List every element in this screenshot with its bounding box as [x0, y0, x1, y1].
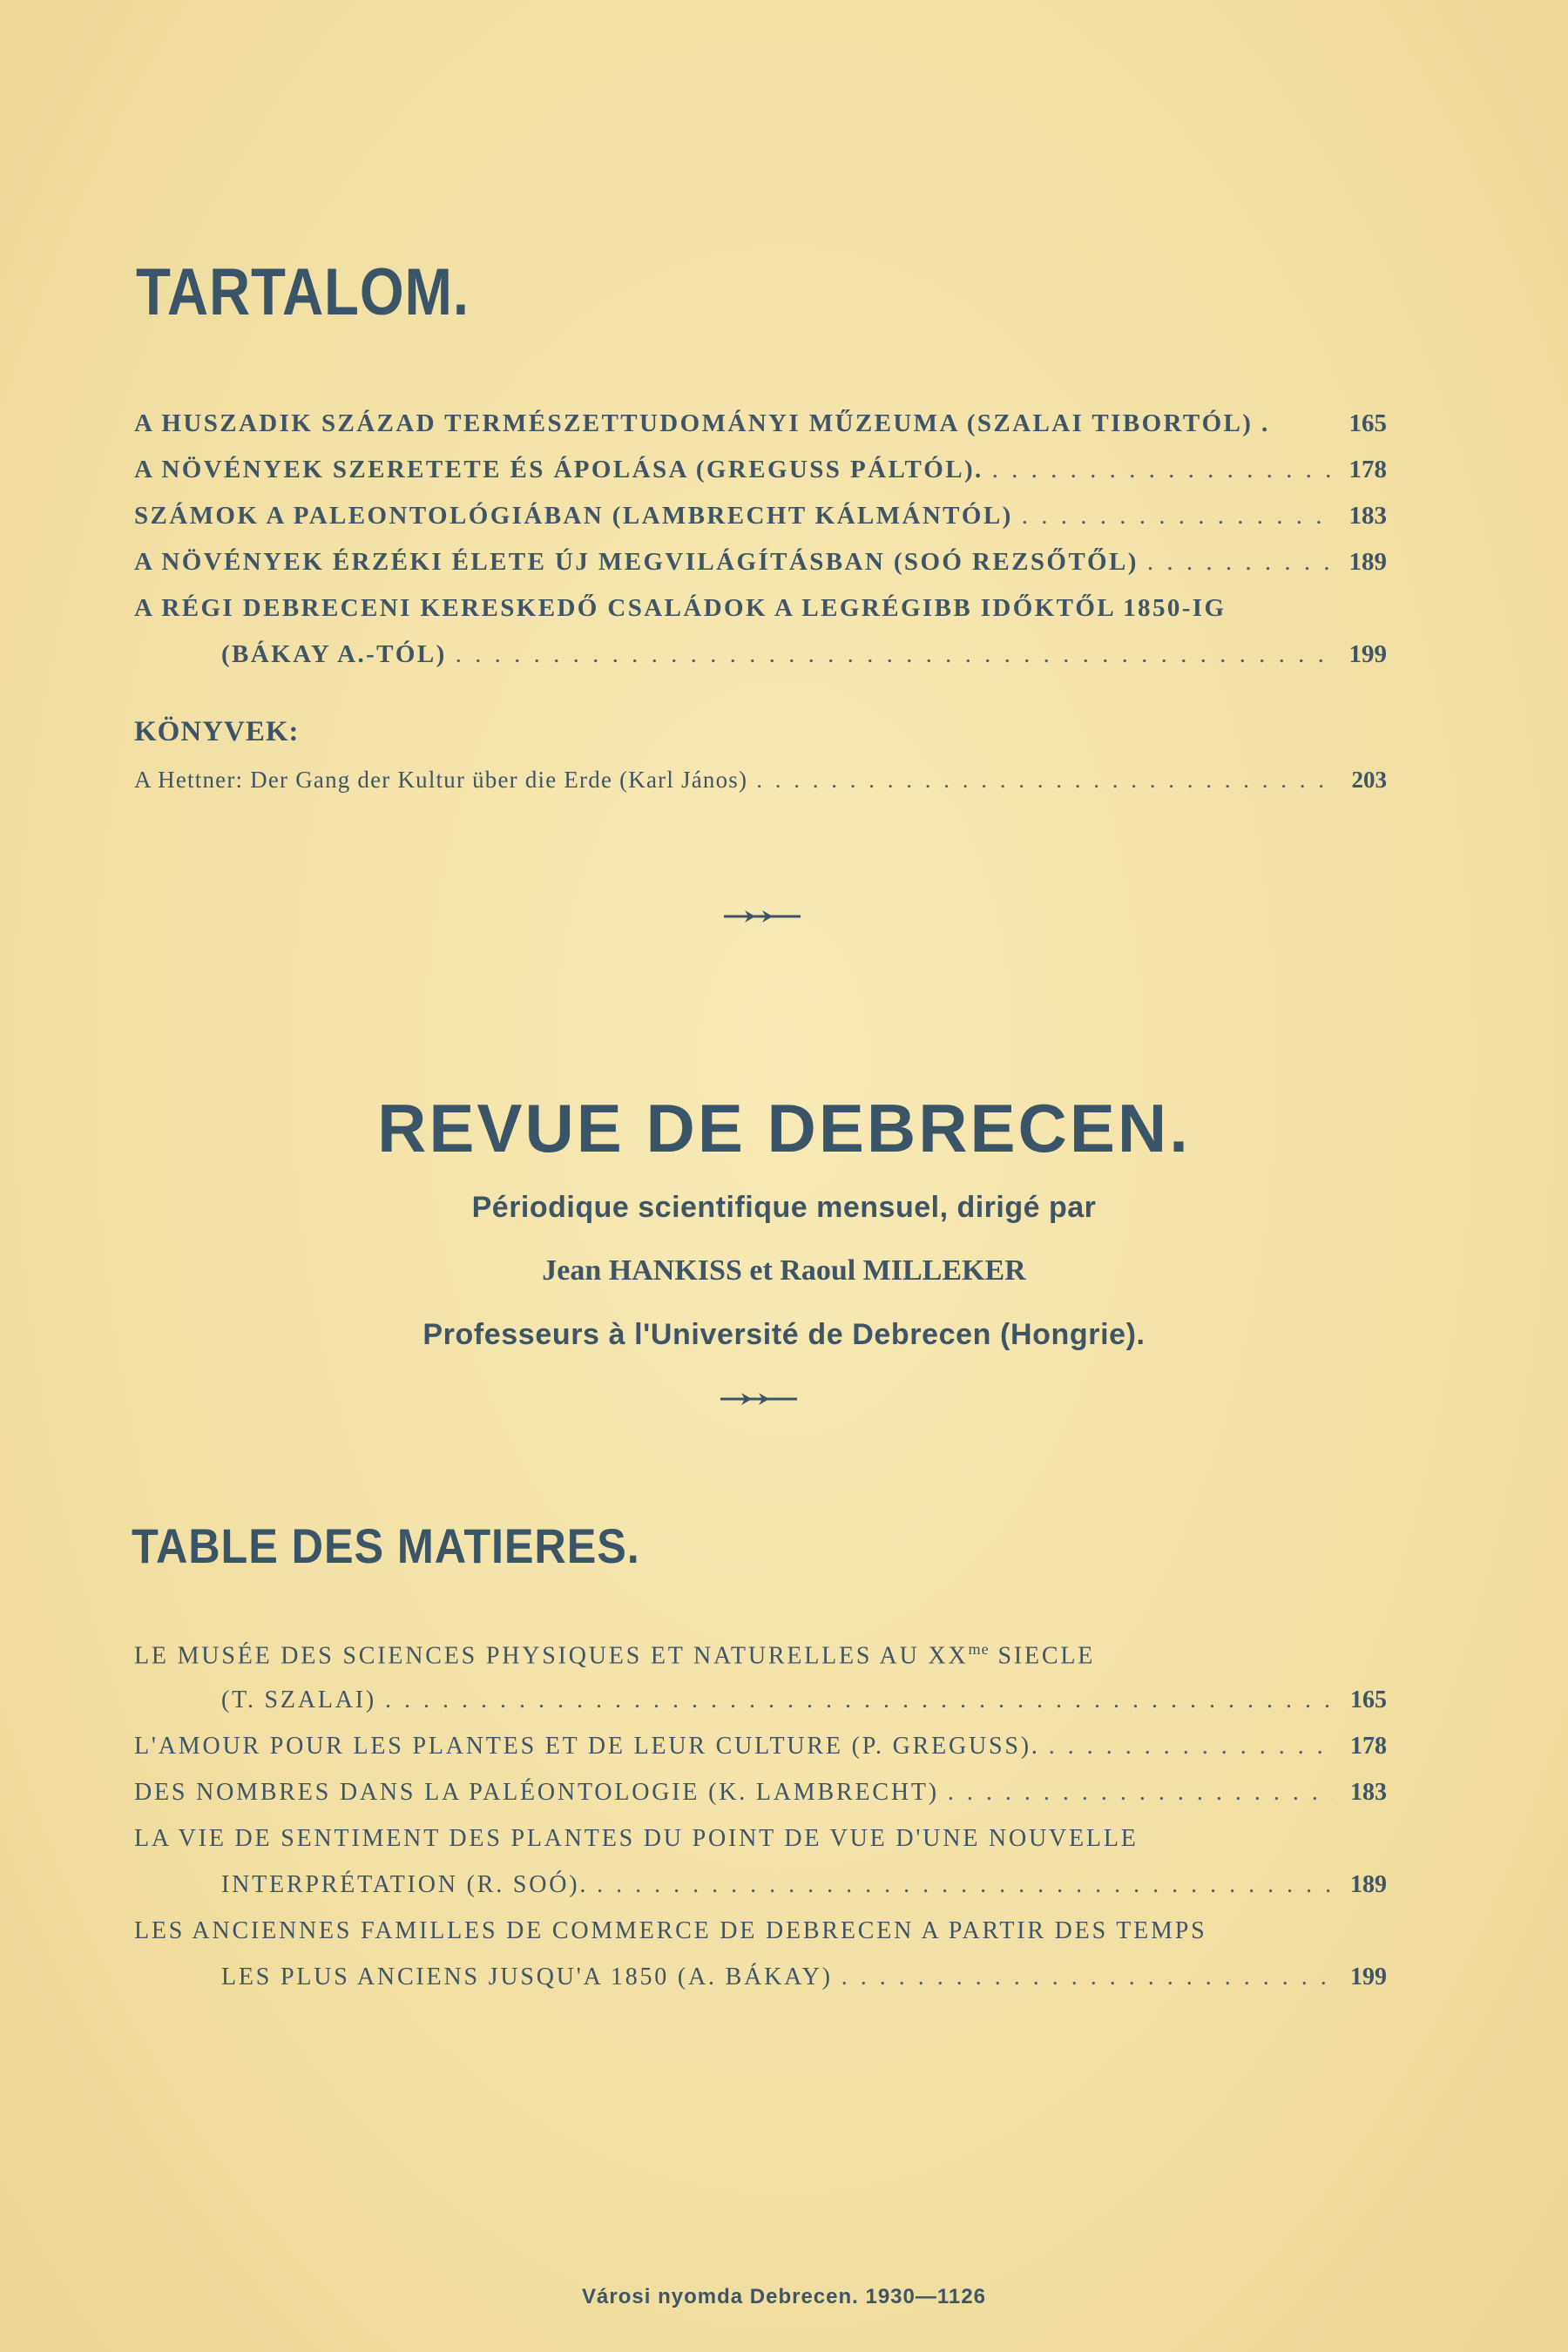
books-label: KÖNYVEK:	[134, 716, 300, 747]
revue-professors: Professeurs à l'Université de Debrecen (Hongrie).	[422, 1318, 1146, 1351]
toc-entry-page: 199	[1350, 1963, 1387, 1990]
toc-leader-dots	[841, 1963, 1333, 1991]
toc-entry-line1	[134, 1917, 1387, 1963]
tartalom-title: TARTALOM.	[136, 255, 470, 329]
toc-leader-dots	[597, 1871, 1333, 1899]
toc-entry-line1	[134, 1825, 1387, 1871]
toc-entry-line2	[134, 1871, 1387, 1917]
table-des-matieres-title: TABLE DES MATIERES.	[132, 1518, 640, 1573]
toc-entry-title: SZÁMOK A PALEONTOLÓGIÁBAN (LAMBRECHT KÁLMÁNTÓL)	[134, 502, 1013, 530]
toc-leader-dots	[948, 1779, 1333, 1807]
toc-entry-title: A NÖVÉNYEK ÉRZÉKI ÉLETE ÚJ MEGVILÁGÍTÁSBAN (SOÓ REZSŐTŐL)	[134, 548, 1139, 576]
toc-entry-title: LA VIE DE SENTIMENT DES PLANTES DU POINT DE VUE D'UNE NOUVELLE	[134, 1825, 1139, 1852]
toc-entry-title-cont: LES PLUS ANCIENS JUSQU'A 1850 (A. BÁKAY)	[221, 1963, 833, 1990]
toc-entry-line2	[134, 1686, 1387, 1733]
revue-editors: Jean HANKISS et Raoul MILLEKER	[542, 1254, 1026, 1287]
toc-entry-page: 189	[1350, 1871, 1387, 1898]
ornament-divider-icon	[715, 1390, 802, 1408]
toc-entry-title	[134, 1640, 1095, 1670]
toc-entry-line2	[134, 1963, 1387, 2010]
toc-entry-page: 165	[1350, 1686, 1387, 1713]
revue-title: REVUE DE DEBRECEN.	[377, 1090, 1191, 1166]
toc-entry-title-cont: (T. SZALAI)	[221, 1686, 377, 1713]
books-toc	[134, 767, 1387, 813]
toc-entry-line2	[134, 640, 1387, 686]
toc-entry	[134, 1779, 1387, 1825]
toc-entry-page: 203	[1351, 767, 1387, 793]
toc-entry-title: DES NOMBRES DANS LA PALÉONTOLOGIE (K. LAMBRECHT)	[134, 1779, 939, 1806]
toc-leader-dots	[756, 767, 1333, 794]
hungarian-toc	[134, 409, 1387, 686]
toc-leader-dots	[456, 640, 1333, 669]
printer-imprint: Városi nyomda Debrecen. 1930—1126	[582, 2285, 986, 2308]
revue-subtitle: Périodique scientifique mensuel, dirigé par	[471, 1191, 1097, 1224]
toc-entry	[134, 409, 1387, 456]
toc-entry-title: A RÉGI DEBRECENI KERESKEDŐ CSALÁDOK A LEGRÉGIBB IDŐKTŐL 1850-IG	[134, 594, 1227, 622]
toc-entry-page: 199	[1348, 640, 1387, 668]
toc-entry	[134, 767, 1387, 813]
toc-entry	[134, 548, 1387, 594]
toc-entry-title: A HUSZADIK SZÁZAD TERMÉSZETTUDOMÁNYI MŰZEUMA (SZALAI TIBORTÓL) .	[134, 409, 1270, 437]
toc-leader-dots	[992, 456, 1333, 484]
french-toc	[134, 1640, 1387, 2010]
toc-entry-title-cont: INTERPRÉTATION (R. SOÓ).	[221, 1871, 589, 1898]
toc-entry-page: 178	[1350, 1733, 1387, 1760]
toc-entry-title: A NÖVÉNYEK SZERETETE ÉS ÁPOLÁSA (GREGUSS PÁLTÓL).	[134, 456, 983, 483]
toc-entry	[134, 456, 1387, 502]
toc-entry-title-part: SIECLE	[989, 1642, 1096, 1670]
toc-entry-page: 178	[1348, 456, 1387, 483]
toc-entry-title: LES ANCIENNES FAMILLES DE COMMERCE DE DEBRECEN A PARTIR DES TEMPS	[134, 1917, 1207, 1944]
superscript: me	[968, 1640, 990, 1658]
toc-leader-dots	[1022, 502, 1333, 531]
toc-leader-dots	[1049, 1733, 1333, 1761]
toc-entry-title: A Hettner: Der Gang der Kultur über die Erde (Karl János)	[134, 767, 748, 793]
toc-entry-title-cont: (BÁKAY A.-TÓL)	[221, 640, 447, 668]
toc-entry	[134, 1733, 1387, 1779]
toc-entry	[134, 502, 1387, 548]
toc-leader-dots	[1147, 548, 1333, 577]
toc-entry-page: 183	[1348, 502, 1387, 530]
toc-entry-line1	[134, 1640, 1387, 1686]
toc-entry-title-part: LE MUSÉE DES SCIENCES PHYSIQUES ET NATURELLES AU XX	[134, 1642, 969, 1670]
toc-leader-dots	[385, 1686, 1333, 1714]
toc-entry-page: 183	[1350, 1779, 1387, 1806]
ornament-divider-icon	[719, 908, 806, 925]
toc-entry-page: 165	[1348, 409, 1387, 437]
toc-entry-line1	[134, 594, 1387, 640]
toc-entry-title: L'AMOUR POUR LES PLANTES ET DE LEUR CULTURE (P. GREGUSS).	[134, 1733, 1040, 1760]
toc-entry-page: 189	[1348, 548, 1387, 576]
